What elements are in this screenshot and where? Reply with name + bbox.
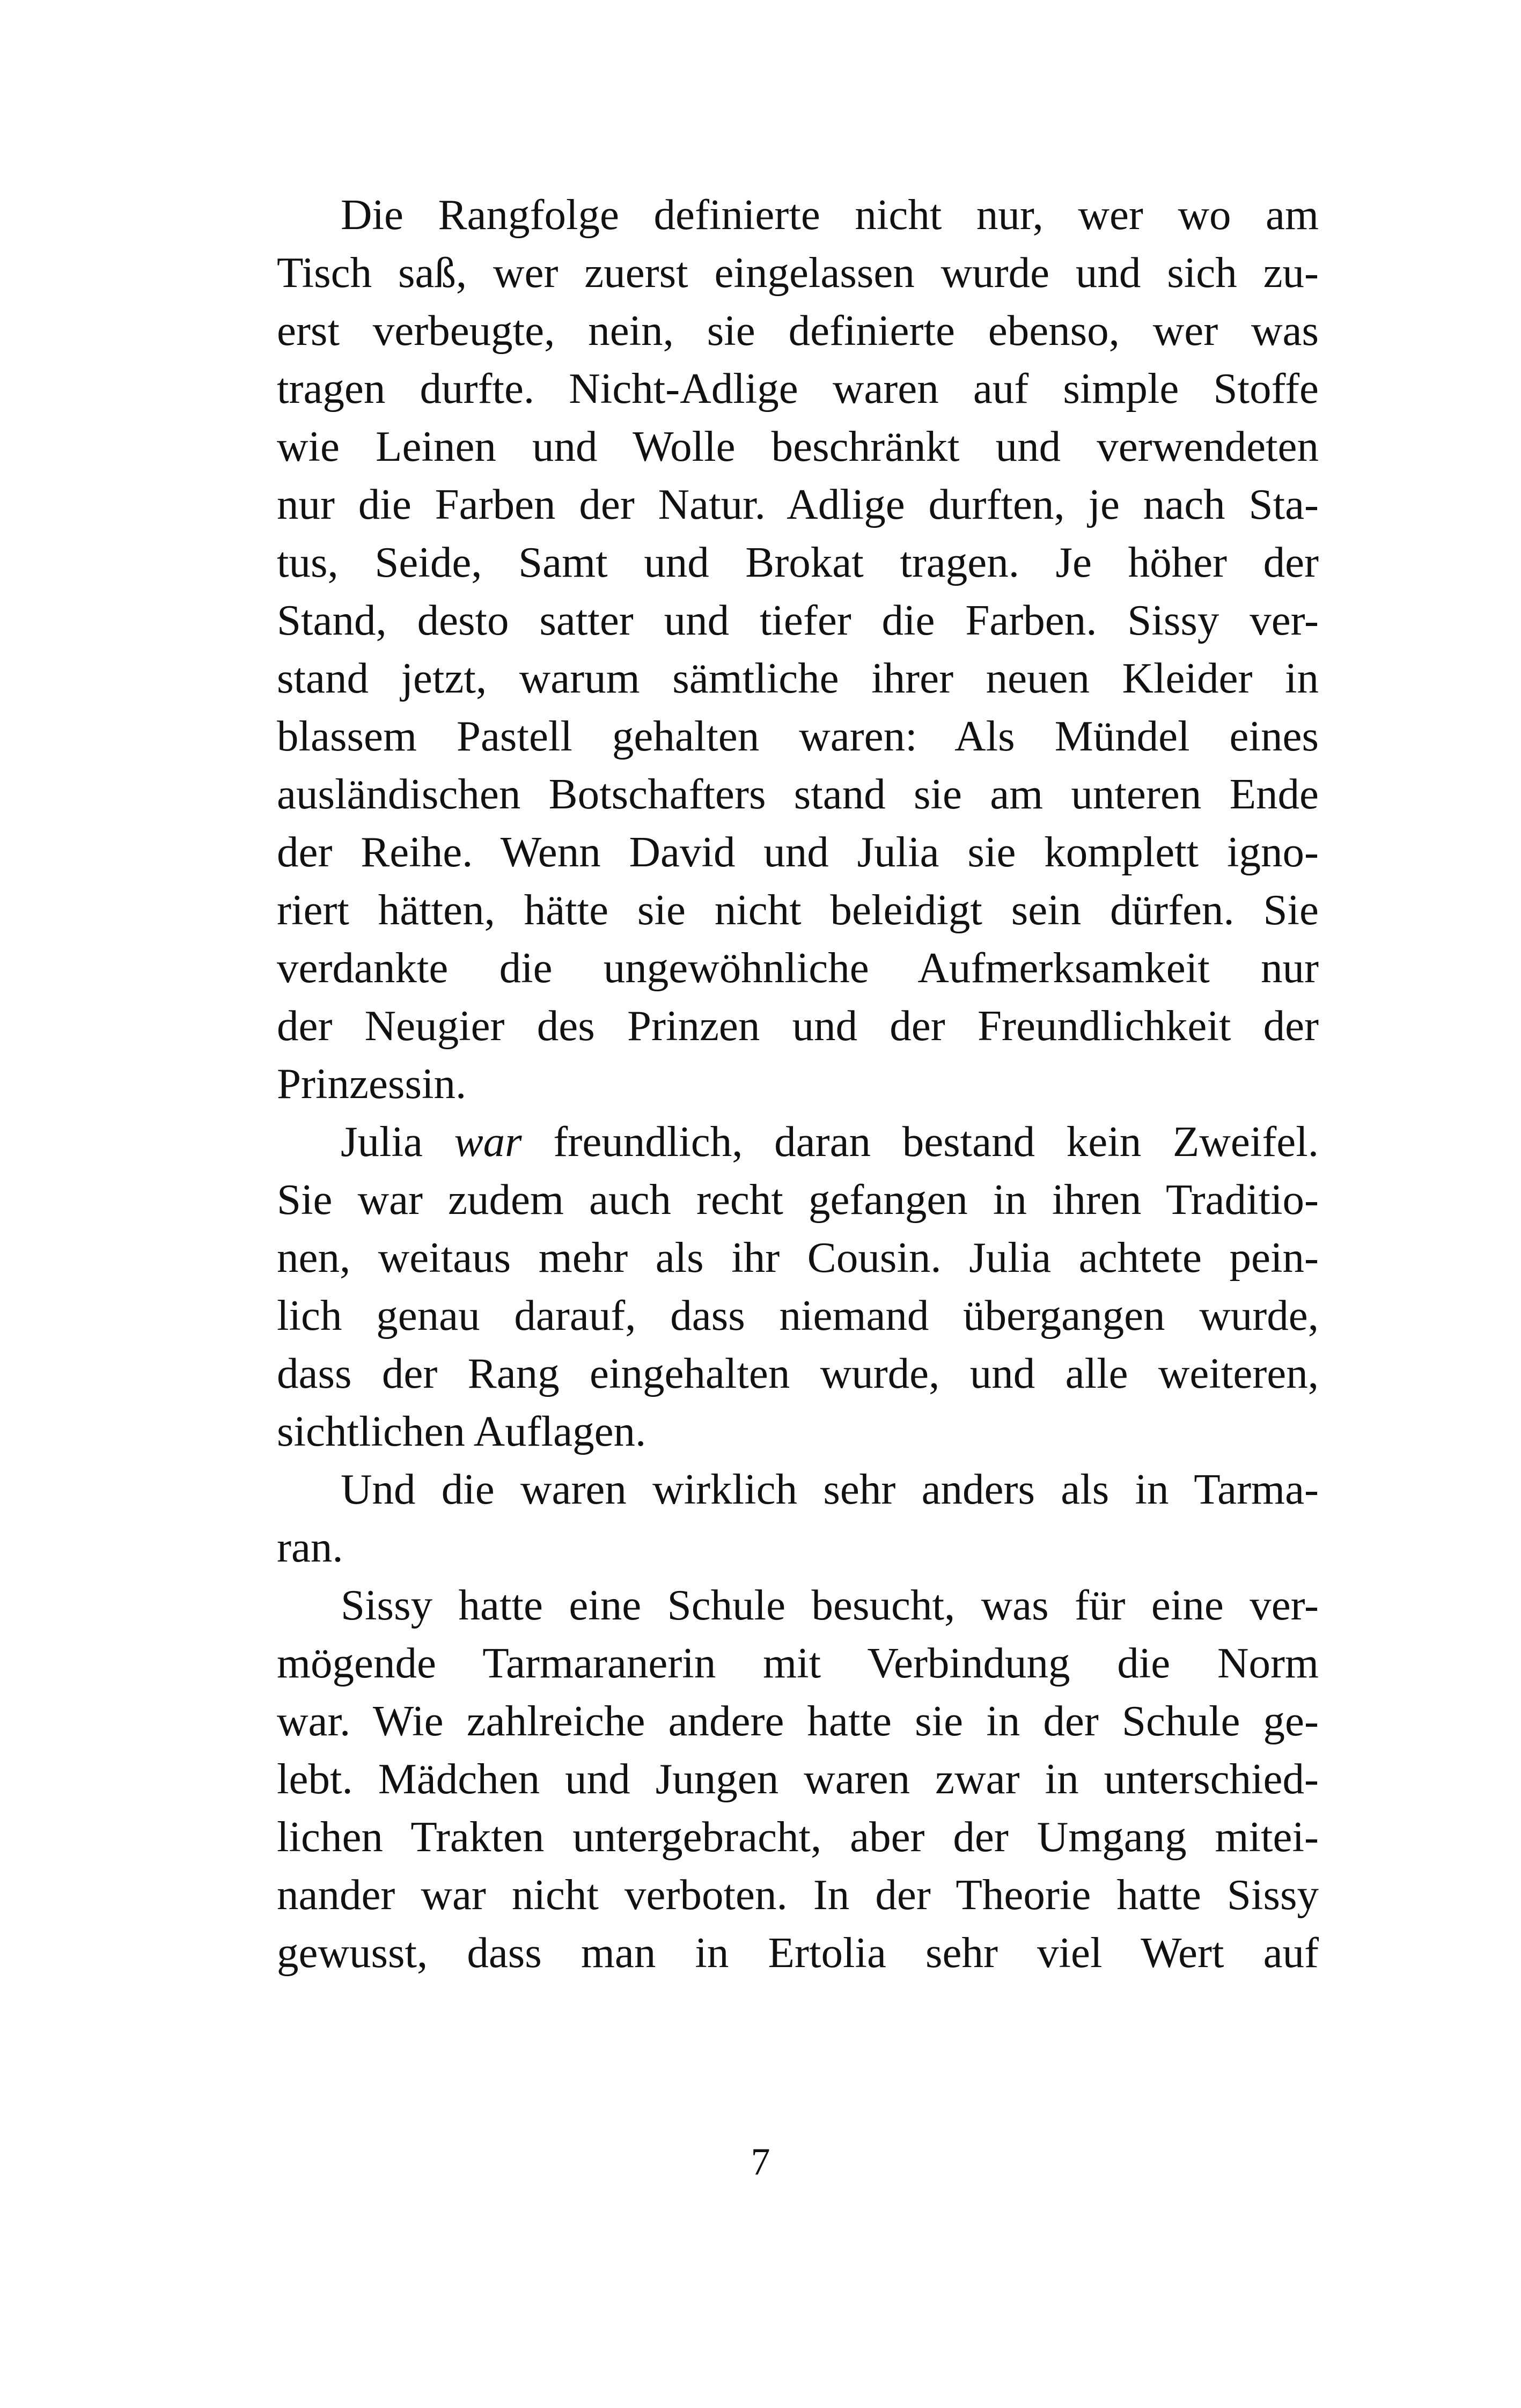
text-line: dass der Rang eingehalten wurde, und alle weiteren, bbox=[277, 1349, 1319, 1397]
text-line: lichen Trakten untergebracht, aber der Umgang mitei- bbox=[277, 1813, 1319, 1861]
text-line: ausländischen Botschafters stand sie am unteren Ende bbox=[277, 770, 1319, 818]
text-segment: freundlich, daran bestand kein Zweifel. bbox=[521, 1117, 1319, 1166]
text-line: tus, Seide, Samt und Brokat tragen. Je höher der bbox=[277, 538, 1319, 586]
text-line: verdankte die ungewöhnliche Aufmerksamkeit nur bbox=[277, 944, 1319, 992]
text-line: Sie war zudem auch recht gefangen in ihren Traditio- bbox=[277, 1175, 1319, 1224]
paragraph bbox=[277, 186, 1319, 1113]
page-number: 7 bbox=[751, 2140, 770, 2183]
text-line: war. Wie zahlreiche andere hatte sie in der Schule ge- bbox=[277, 1697, 1319, 1745]
text-line: ran. bbox=[277, 1523, 343, 1571]
text-line: erst verbeugte, nein, sie definierte ebenso, wer was bbox=[277, 306, 1319, 355]
text-line: der Neugier des Prinzen und der Freundlichkeit der bbox=[277, 1002, 1319, 1050]
text-line: Stand, desto satter und tiefer die Farben. Sissy ver- bbox=[277, 596, 1319, 644]
text-line: Tisch saß, wer zuerst eingelassen wurde und sich zu- bbox=[277, 248, 1319, 297]
text-line: nander war nicht verboten. In der Theorie hatte Sissy bbox=[277, 1871, 1319, 1919]
emphasis-text: war bbox=[454, 1117, 522, 1166]
text-line: blassem Pastell gehalten waren: Als Mündel eines bbox=[277, 712, 1319, 760]
text-line: mögende Tarmaranerin mit Verbindung die Norm bbox=[277, 1639, 1319, 1687]
paragraph bbox=[277, 1113, 1319, 1460]
text-line: wie Leinen und Wolle beschränkt und verwendeten bbox=[277, 422, 1319, 470]
text-line: sichtlichen Auflagen. bbox=[277, 1407, 646, 1455]
text-line: lich genau darauf, dass niemand übergangen wurde, bbox=[277, 1291, 1319, 1339]
text-line: riert hätten, hätte sie nicht beleidigt sein dürfen. Sie bbox=[277, 886, 1319, 934]
text-line: lebt. Mädchen und Jungen waren zwar in unterschied- bbox=[277, 1755, 1319, 1803]
text-line: Prinzessin. bbox=[277, 1059, 467, 1108]
text-line bbox=[277, 1113, 1319, 1170]
text-segment: Julia bbox=[341, 1117, 454, 1166]
text-line: Und die waren wirklich sehr anders als in Tarma- bbox=[341, 1465, 1319, 1513]
text-line: nen, weitaus mehr als ihr Cousin. Julia achtete pein- bbox=[277, 1233, 1319, 1282]
paragraph bbox=[277, 1576, 1319, 1982]
body-text bbox=[277, 186, 1319, 1982]
text-line: gewusst, dass man in Ertolia sehr viel Wert auf bbox=[277, 1928, 1319, 1977]
text-line: tragen durfte. Nicht-Adlige waren auf simple Stoffe bbox=[277, 364, 1319, 413]
text-line: der Reihe. Wenn David und Julia sie komplett igno- bbox=[277, 828, 1319, 876]
text-line: Sissy hatte eine Schule besucht, was für eine ver- bbox=[341, 1581, 1319, 1629]
text-line: stand jetzt, warum sämtliche ihrer neuen Kleider in bbox=[277, 654, 1319, 702]
text-line: Die Rangfolge definierte nicht nur, wer wo am bbox=[341, 190, 1319, 239]
paragraph bbox=[277, 1460, 1319, 1576]
text-line: nur die Farben der Natur. Adlige durften, je nach Sta- bbox=[277, 480, 1319, 528]
